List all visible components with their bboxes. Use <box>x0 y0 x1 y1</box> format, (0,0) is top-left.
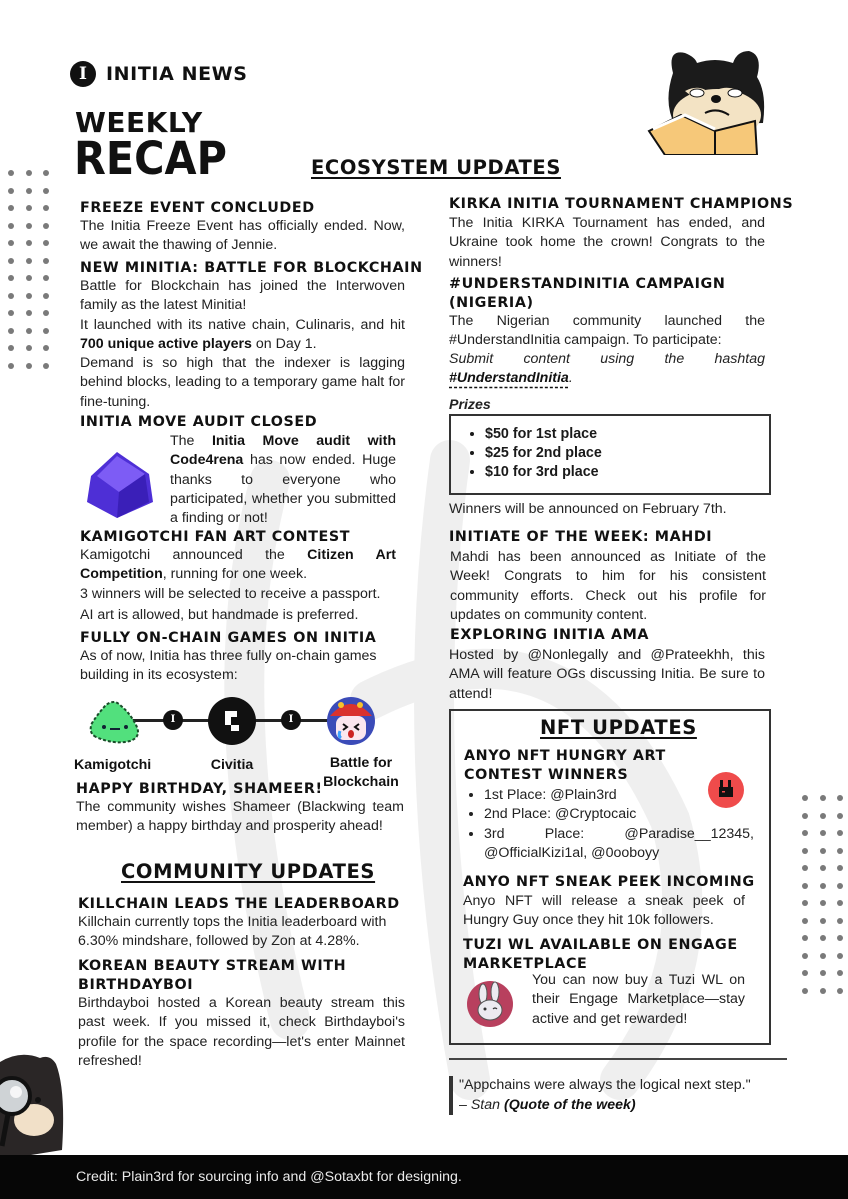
kirka-text: The Initia KIRKA Tournament has ended, and Ukraine took home the crown! Congrats to the winners! <box>449 215 765 270</box>
game-label-civitia: Civitia <box>210 757 254 773</box>
kamigotchi-text-1 <box>80 546 396 585</box>
kamigotchi-text-3: AI art is allowed, but handmade is preferred. <box>80 607 359 623</box>
winner-item: • 1st Place: @Plain3rd <box>484 786 754 805</box>
birthday-text: The community wishes Shameer (Blackwing team member) a happy birthday and prosperity ahead! <box>76 799 404 835</box>
section-heading-korean: KOREAN BEAUTY STREAM WITH BIRTHDAYBOI <box>78 958 347 993</box>
quote-divider <box>449 1058 787 1060</box>
ecosystem-updates-title: ECOSYSTEM UPDATES <box>311 156 561 179</box>
quote-author: Stan <box>470 1097 501 1113</box>
initia-connector-icon: I <box>281 710 301 730</box>
section-heading-killchain: KILLCHAIN LEADS THE LEADERBOARD <box>78 896 400 912</box>
section-heading-audit: INITIA MOVE AUDIT CLOSED <box>80 414 318 430</box>
section-heading-birthday: HAPPY BIRTHDAY, SHAMEER! <box>76 781 323 797</box>
kamigotchi-text-1b: , running for one week. <box>162 566 308 583</box>
minitia-text-2 <box>80 316 405 355</box>
nft-updates-title: NFT UPDATES <box>540 716 697 739</box>
prizes-box <box>449 414 771 495</box>
section-heading-kamigotchi: KAMIGOTCHI FAN ART CONTEST <box>80 529 351 545</box>
minitia-text-2a: It launched with its native chain, Culinaris, and hit <box>80 317 405 333</box>
kamigotchi-text-1a: Kamigotchi announced the <box>80 547 308 563</box>
brand-name: INITIA NEWS <box>106 63 248 85</box>
prize-item: • $50 for 1st place <box>485 425 769 444</box>
killchain-text: Killchain currently tops the Initia leaderboard with 6.30% mindshare, followed by Zon at 4.28%. <box>78 914 387 950</box>
code4rena-keycap-icon <box>83 448 157 520</box>
winner-item: • 2nd Place: @Cryptocaic <box>484 805 754 824</box>
section-heading-minitia: NEW MINITIA: BATTLE FOR BLOCKCHAIN <box>80 260 423 276</box>
campaign-hashtag-period: . <box>568 370 573 386</box>
prizes-label: Prizes <box>449 397 491 413</box>
section-heading-ama: EXPLORING INITIA AMA <box>450 627 650 643</box>
section-heading-freeze: FREEZE EVENT CONCLUDED <box>80 200 315 216</box>
anyo-winners-list <box>466 786 754 863</box>
kamigotchi-text-2: 3 winners will be selected to receive a passport. <box>80 586 381 602</box>
page-title-line2: RECAP <box>74 132 227 185</box>
minitia-text-1: Battle for Blockchain has joined the Interwoven family as the latest Minitia! <box>80 278 405 314</box>
initiate-text: Mahdi has been announced as Initiate of the Week! Congrats to him for his consistent community efforts. Check out his profile for updates on community content. <box>450 549 766 623</box>
ama-text: Hosted by @Nonlegally and @Prateekhh, this AMA will feature OGs discussing Initia. Be sure to attend! <box>449 647 765 702</box>
campaign-hashtag-line <box>449 369 573 388</box>
quote-block <box>459 1075 751 1115</box>
prize-item: • $10 for 3rd place <box>485 463 769 482</box>
section-heading-kirka: KIRKA INITIA TOURNAMENT CHAMPIONS <box>449 196 794 212</box>
kamigotchi-slime-icon <box>86 697 142 747</box>
initia-connector-icon: I <box>163 710 183 730</box>
winner-item: • 3rd Place: @Paradise__12345, @OfficialKizi1al, @0ooboyy <box>484 825 754 864</box>
minitia-players-highlight: 700 unique active players <box>80 336 252 353</box>
audit-text-b: has now ended. Huge thanks to everyone who participated, whether you submitted a finding or not! <box>170 452 396 527</box>
tuzi-text: You can now buy a Tuzi WL on their Engage Marketplace—stay active and get rewarded! <box>532 972 745 1027</box>
audit-highlight: Initia Move audit with Code4rena <box>170 433 396 469</box>
game-label-kamigotchi: Kamigotchi <box>74 757 152 773</box>
quote-attribution <box>459 1095 751 1115</box>
section-heading-campaign: #UNDERSTANDINITIA CAMPAIGN (NIGERIA) <box>449 276 726 311</box>
civitia-logo-icon <box>208 697 256 745</box>
bear-reading-mascot-icon <box>645 43 785 155</box>
winners-note: Winners will be announced on February 7th. <box>449 501 727 517</box>
minitia-text-3: Demand is so high that the indexer is lagging behind blocks, leading to a temporary game halt for fine-tuning. <box>80 355 405 410</box>
campaign-hashtag-link[interactable]: #UnderstandInitia <box>449 370 569 386</box>
section-heading-anyo-contest: ANYO NFT HUNGRY ART CONTEST WINNERS <box>464 748 666 783</box>
quote-text: "Appchains were always the logical next step." <box>459 1077 751 1093</box>
quote-bar <box>449 1076 453 1115</box>
audit-text <box>170 432 396 528</box>
page-title-line1: WEEKLY <box>75 106 203 139</box>
quote-label: (Quote of the week) <box>500 1097 636 1113</box>
initia-logo-icon: I <box>70 61 96 87</box>
korean-text: Birthdayboi hosted a Korean beauty stream this past week. If you missed it, check Birthdayboi's profile for the space recording—let's enter Mainnet refreshed! <box>78 995 405 1069</box>
audit-text-a: The <box>170 433 212 449</box>
campaign-instruction: Submit content using the hashtag <box>449 351 765 367</box>
quote-dash: – <box>459 1097 471 1113</box>
section-heading-games: FULLY ON-CHAIN GAMES ON INITIA <box>80 630 377 646</box>
decorative-dots-right <box>802 795 843 994</box>
minitia-text-2b: on Day 1. <box>251 336 317 353</box>
anyo-peek-text: Anyo NFT will release a sneak peek of Hungry Guy once they hit 10k followers. <box>463 893 745 929</box>
freeze-text: The Initia Freeze Event has officially ended. Now, we await the thawing of Jennie. <box>80 218 405 254</box>
battle-for-blockchain-clown-icon <box>326 696 376 746</box>
section-heading-tuzi: TUZI WL AVAILABLE ON ENGAGE MARKETPLACE <box>463 937 738 972</box>
footer-credit: Credit: Plain3rd for sourcing info and @Sotaxbt for designing. <box>76 1169 462 1185</box>
section-heading-anyo-peek: ANYO NFT SNEAK PEEK INCOMING <box>463 874 755 890</box>
section-heading-initiate: INITIATE OF THE WEEK: MAHDI <box>449 529 713 545</box>
kamigotchi-competition-highlight: Citizen Art Competition <box>80 547 396 583</box>
community-updates-title: COMMUNITY UPDATES <box>121 860 376 883</box>
campaign-text: The Nigerian community launched the #UnderstandInitia campaign. To participate: <box>449 313 765 349</box>
decorative-dots-left <box>8 170 49 369</box>
bear-magnifier-mascot-icon <box>0 1050 66 1160</box>
tuzi-bunny-avatar-icon <box>465 980 515 1028</box>
prize-item: • $25 for 2nd place <box>485 444 769 463</box>
game-label-battle-for-blockchain: Battle for Blockchain <box>323 755 399 790</box>
games-text: As of now, Initia has three fully on-chain games building in its ecosystem: <box>80 648 377 684</box>
